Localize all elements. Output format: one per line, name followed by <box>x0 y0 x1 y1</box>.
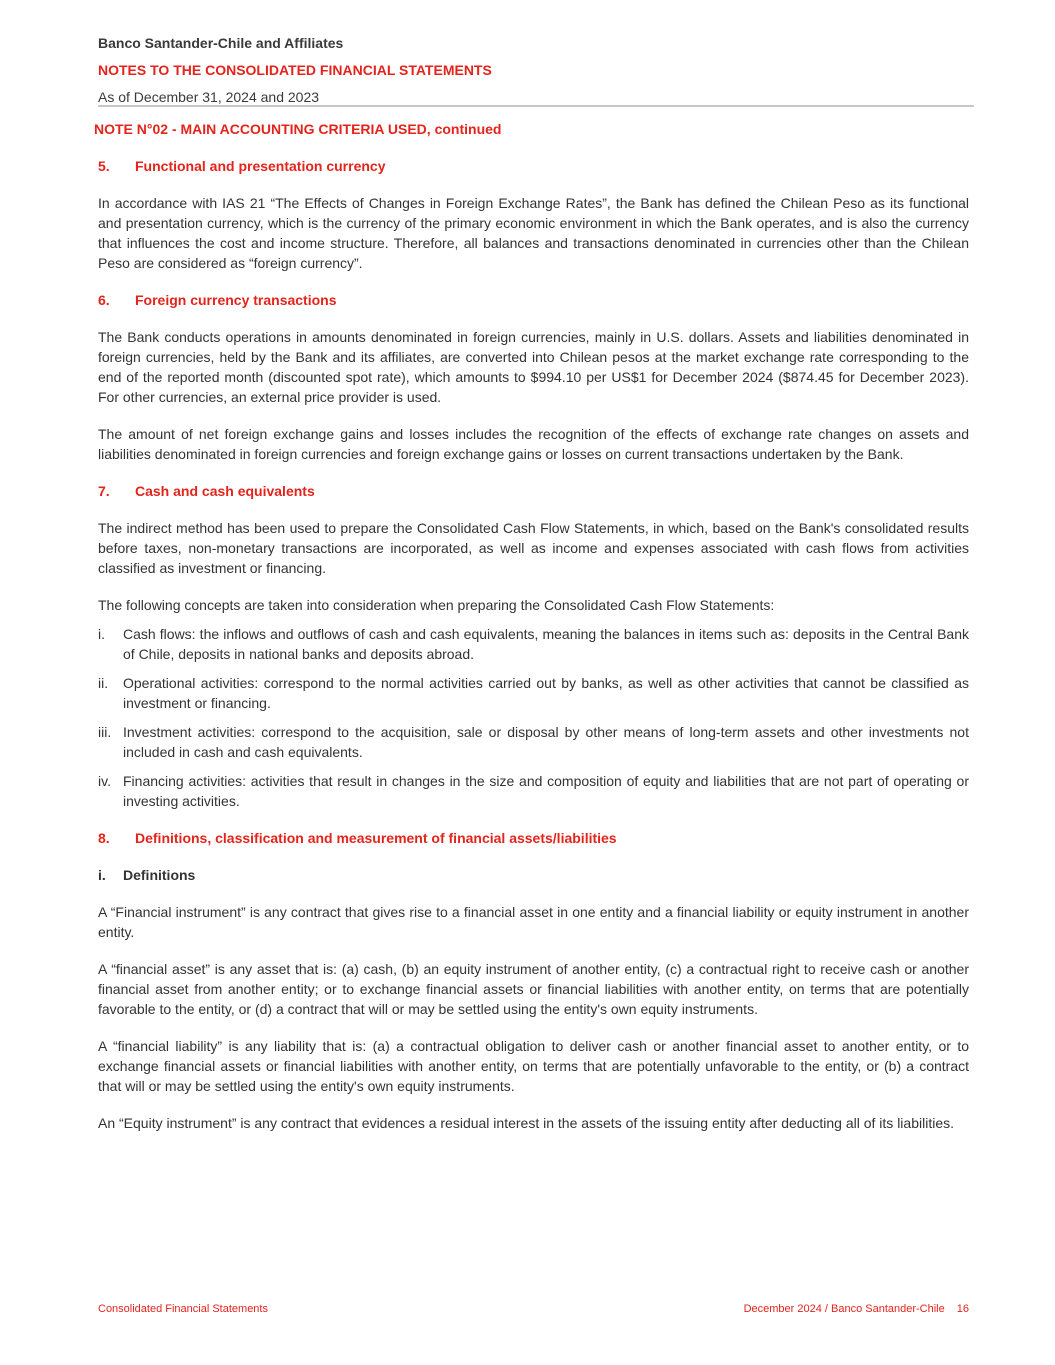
list-marker: iii. <box>98 724 112 740</box>
section-title: Cash and cash equivalents <box>135 483 315 499</box>
header-divider <box>98 105 974 107</box>
note-heading: NOTE N°02 - MAIN ACCOUNTING CRITERIA USED, continued <box>94 121 502 137</box>
list-item-text: Operational activities: correspond to the normal activities carried out by banks, as well as other activities that cannot be classified as investment or financing. <box>123 675 969 711</box>
paragraph: An “Equity instrument” is any contract that evidences a residual interest in the assets of the issuing entity after deducting all of its liabilities. <box>98 1115 954 1131</box>
as-of-date: As of December 31, 2024 and 2023 <box>98 89 320 105</box>
paragraph: The Bank conducts operations in amounts denominated in foreign currencies, mainly in U.S. dollars. Assets and liabilities denominated in foreign currencies, held by the Bank and its affiliates, are converted into Chilean pesos at the market exchange rate corresponding to the end of the reported month (discounted spot rate), which amounts to $994.10 per US$1 for December 2024 ($874.45 for December 2023). For other currencies, an external price provider is used. <box>98 329 969 405</box>
footer-left-text: Consolidated Financial Statements <box>98 1303 268 1315</box>
section-title: Foreign currency transactions <box>135 292 337 308</box>
subsection-number: i. <box>98 867 106 883</box>
list-marker: i. <box>98 626 105 642</box>
page-number: 16 <box>956 1303 969 1315</box>
section-number: 8. <box>98 830 110 846</box>
list-marker: iv. <box>98 773 111 789</box>
list-item <box>98 771 969 811</box>
footer-right <box>744 1301 969 1317</box>
notes-title: NOTES TO THE CONSOLIDATED FINANCIAL STATEMENTS <box>98 62 492 78</box>
paragraph: In accordance with IAS 21 “The Effects of Changes in Foreign Exchange Rates”, the Bank has defined the Chilean Peso as its functional and presentation currency, which is the currency of the primary economic environment in which the Bank operates, and is also the currency that influences the cost and income structure. Therefore, all balances and transactions denominated in currencies other than the Chilean Peso are considered as “foreign currency”. <box>98 195 969 271</box>
list-item <box>98 722 969 762</box>
company-name: Banco Santander-Chile and Affiliates <box>98 35 344 51</box>
paragraph: A “financial liability” is any liability that is: (a) a contractual obligation to deliver cash or another financial asset to another entity, or to exchange financial assets or financial liabilities with another entity, on terms that are potentially unfavorable to the entity, or (b) a contract that will or may be settled using the entity's own equity instruments. <box>98 1038 969 1094</box>
section-number: 6. <box>98 292 110 308</box>
section-6-heading <box>98 290 969 310</box>
list-item-text: Financing activities: activities that result in changes in the size and composition of equity and liabilities that are not part of operating or investing activities. <box>123 773 969 809</box>
footer-right-text: December 2024 / Banco Santander-Chile <box>743 1303 945 1315</box>
section-title: Definitions, classification and measurement of financial assets/liabilities <box>135 830 617 846</box>
list-item-text: Cash flows: the inflows and outflows of cash and cash equivalents, meaning the balances in items such as: deposits in the Central Bank of Chile, deposits in national banks and deposits abroad. <box>123 626 969 662</box>
section-number: 5. <box>98 158 110 174</box>
paragraph: A “financial asset” is any asset that is: (a) cash, (b) an equity instrument of another entity, (c) a contractual right to receive cash or another financial asset from another entity; or to exchange financial assets or financial liabilities with another entity, on terms that are potentially favorable to the entity, or (d) a contract that will or may be settled using the entity's own equity instruments. <box>98 961 969 1017</box>
section-title: Functional and presentation currency <box>135 158 386 174</box>
list-item <box>98 624 969 664</box>
page-footer <box>98 1301 969 1317</box>
subsection-heading <box>98 865 969 885</box>
section-number: 7. <box>98 483 110 499</box>
subsection-title: Definitions <box>123 867 196 883</box>
section-5-heading <box>98 156 969 176</box>
section-8-heading <box>98 828 969 848</box>
list-marker: ii. <box>98 675 109 691</box>
list-item-text: Investment activities: correspond to the acquisition, sale or disposal by other means of long-term assets and other investments not included in cash and cash equivalents. <box>123 724 969 760</box>
paragraph: A “Financial instrument” is any contract that gives rise to a financial asset in one entity and a financial liability or equity instrument in another entity. <box>98 904 969 940</box>
paragraph: The amount of net foreign exchange gains and losses includes the recognition of the effects of exchange rate changes on assets and liabilities denominated in foreign currencies and foreign exchange gains or losses on current transactions undertaken by the Bank. <box>98 426 969 462</box>
page-header <box>98 33 974 107</box>
document-body <box>98 154 969 1150</box>
section-7-heading <box>98 481 969 501</box>
cash-flow-concepts-list <box>98 624 969 811</box>
paragraph: The indirect method has been used to prepare the Consolidated Cash Flow Statements, in which, based on the Bank's consolidated results before taxes, non-monetary transactions are incorporated, as well as income and expenses associated with cash flows from activities classified as investment or financing. <box>98 520 969 576</box>
list-item <box>98 673 969 713</box>
paragraph: The following concepts are taken into consideration when preparing the Consolidated Cash Flow Statements: <box>98 597 775 613</box>
